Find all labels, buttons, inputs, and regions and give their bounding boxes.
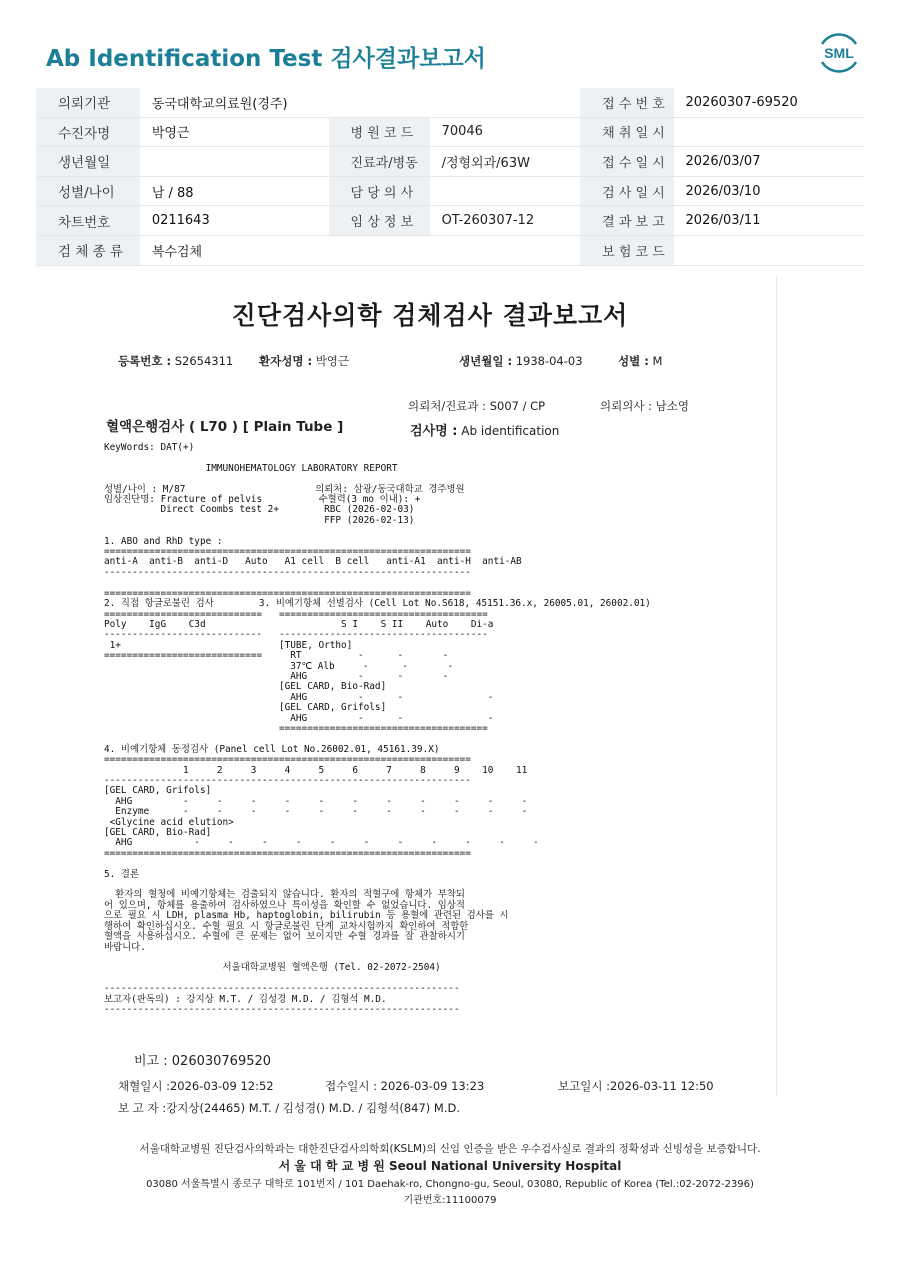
- info-label: 채 취 일 시: [580, 117, 673, 147]
- info-value: [674, 235, 864, 265]
- info-row: [36, 206, 864, 236]
- info-value: [140, 147, 329, 177]
- test-name: 검사명 : Ab identification: [410, 424, 560, 439]
- info-row: [36, 117, 864, 147]
- info-value: 70046: [430, 117, 581, 147]
- info-label: 임 상 정 보: [329, 206, 430, 236]
- info-value: 박영근: [140, 117, 329, 147]
- reg-no: 등록번호 : S2654311: [118, 354, 234, 368]
- info-row: [36, 235, 864, 265]
- info-row: [36, 88, 864, 117]
- info-value: [430, 235, 581, 265]
- info-label: 진료과/병동: [329, 147, 430, 177]
- info-value: [430, 88, 581, 117]
- info-row: [36, 147, 864, 177]
- report-time: 보고일시 :2026-03-11 12:50: [558, 1079, 714, 1093]
- info-label: [329, 235, 430, 265]
- report-title: 진단검사의학 검체검사 결과보고서: [231, 301, 629, 330]
- info-value: 복수검체: [140, 235, 329, 265]
- info-value: 2026/03/11: [674, 206, 864, 236]
- info-label: 접 수 번 호: [580, 88, 673, 117]
- sml-logo: [816, 30, 862, 76]
- info-row: [36, 176, 864, 206]
- requesting-doctor: 의뢰의사 : 남소영: [600, 399, 689, 413]
- page-title: Ab Identification Test 검사결과보고서: [46, 46, 486, 72]
- logo-text: SML: [824, 45, 854, 61]
- test-group: 혈액은행검사 ( L70 ) [ Plain Tube ]: [106, 419, 344, 435]
- cert-text: 서울대학교병원 진단검사의학과는 대한진단검사의학회(KSLM)의 신임 인증을 받은 우수검사실로 결과의 정확성과 신빙성을 보증합니다.: [139, 1143, 761, 1155]
- patient-info-table: [36, 88, 864, 266]
- info-value: /정형외과/63W: [430, 147, 581, 177]
- hospital-name: 서 울 대 학 교 병 원 Seoul National University Hospital: [278, 1159, 622, 1173]
- info-label: 수진자명: [36, 117, 140, 147]
- info-value: 20260307-69520: [674, 88, 864, 117]
- info-value: 동국대학교의료원(경주): [140, 88, 329, 117]
- info-label: 접 수 일 시: [580, 147, 673, 177]
- birth-date: 생년월일 : 1938-04-03: [459, 354, 583, 368]
- info-label: 결 과 보 고: [580, 206, 673, 236]
- info-label: 검 사 일 시: [580, 176, 673, 206]
- info-value: [674, 117, 864, 147]
- info-value: 0211643: [140, 206, 329, 236]
- info-label: [329, 88, 430, 117]
- info-value: 2026/03/10: [674, 176, 864, 206]
- info-value: 남 / 88: [140, 176, 329, 206]
- dept: 의뢰처/진료과 : S007 / CP: [408, 399, 546, 413]
- info-label: 차트번호: [36, 206, 140, 236]
- receive-time: 접수일시 : 2026-03-09 13:23: [325, 1079, 485, 1093]
- info-value: 2026/03/07: [674, 147, 864, 177]
- note: 비고 : 026030769520: [134, 1054, 272, 1069]
- reporter: 보 고 자 :강지상(24465) M.T. / 김성경() M.D. / 김형석(847) M.D.: [118, 1101, 461, 1115]
- info-label: 성별/나이: [36, 176, 140, 206]
- collect-time: 채혈일시 :2026-03-09 12:52: [118, 1079, 274, 1093]
- info-label: 생년월일: [36, 147, 140, 177]
- scan-edge: [776, 276, 777, 1096]
- info-label: 검 체 종 류: [36, 235, 140, 265]
- info-value: [430, 176, 581, 206]
- info-value: OT-260307-12: [430, 206, 581, 236]
- patient-name: 환자성명 : 박영근: [259, 354, 350, 368]
- hospital-address: 03080 서울특별시 종로구 대학로 101번지 / 101 Daehak-ro, Chongno-gu, Seoul, 03080, Republic of Korea (Tel.:02-2072-2396): [146, 1179, 754, 1190]
- sex: 성별 : M: [618, 354, 663, 368]
- info-label: 병 원 코 드: [329, 117, 430, 147]
- info-label: 보 험 코 드: [580, 235, 673, 265]
- info-label: 의뢰기관: [36, 88, 140, 117]
- org-number: 기관번호:11100079: [403, 1195, 497, 1206]
- report-body: KeyWords: DAT(+) IMMUNOHEMATOLOGY LABORATORY REPORT 성별/나이 : M/87 의뢰처: 삼광/동국대학교 경주병원 임상진단명: Fracture of pelvis 수혈력(3 mo 이내): + Direct Coombs test 2+ RBC (2026-02-03) FFP (2026-02-13) 1. ABO and RhD type : ================================================================= anti-A anti-B anti-D Auto A1 cell B cell anti-A1 anti-H anti-AB ----------------------------------------------------------------- ================================================================= 2. 직접 항글로불린 검사 3. 비예기항체 선별검사 (Cell Lot No.S618, 45151.36.x, 26005.01, 26002.01) ============================ ===================================== Poly IgG C3d S I S II Auto Di-a ---------------------------- ------------------------------------- 1+ [TUBE, Ortho] ============================ RT - - - 37℃ Alb - - - AHG - - - [GEL CARD, Bio-Rad] AHG - - - [GEL CARD, Grifols] AHG - - - ===================================== 4. 비예기항체 동정검사 (Panel cell Lot No.26002.01, 45161.39.X) ================================================================= 1 2 3 4 5 6 7 8 9 10 11 ----------------------------------------------------------------- [GEL CARD, Grifols] AHG - - - - - - - - - - - Enzyme - - - - - - - - - - - <Glycine acid elution> [GEL CARD, Bio-Rad] AHG - - - - - - - - - - - ================================================================= 5. 결론 환자의 혈청에 비예기항체는 검출되지 않습니다. 환자의 적혈구에 항체가 부착되 어 있으며, 항체를 용출하여 검사하였으나 특이성을 확인할 수 없었습니다. 임상적 으로 필요 시 LDH, plasma Hb, haptoglobin, bilirubin 등 용혈에 관련된 검사를 시 행하여 확인하십시오. 수혈 필요 시 항글로불린 단계 교차시험까지 확인하여 적합한 혈액을 사용하십시오. 수혈에 큰 문제는 없어 보이지만 수혈 경과를 잘 관찰하시기 바랍니다. 서울대학교병원 혈액은행 (Tel. 02-2072-2504) --------------------------------------------------------------- 보고자(판독의) : 강지상 M.T. / 김성경 M.D. / 김형석 M.D. ---------------------------------------------------------------: [104, 442, 651, 1015]
- info-label: 담 당 의 사: [329, 176, 430, 206]
